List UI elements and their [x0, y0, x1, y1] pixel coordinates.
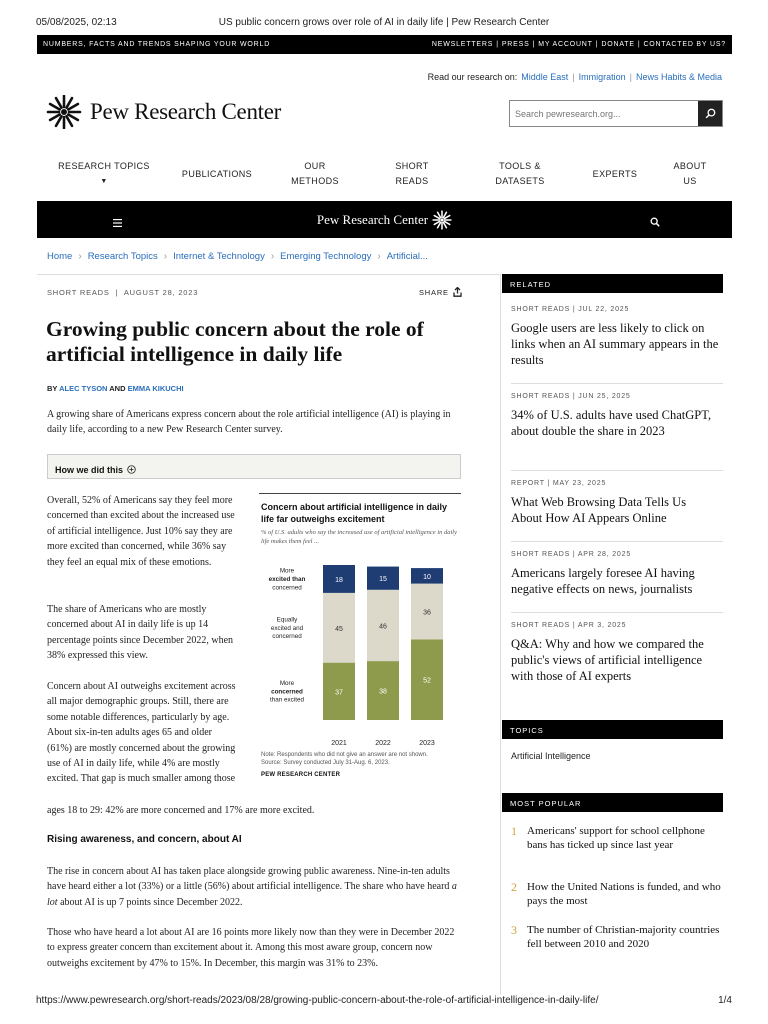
stacked-bar-chart — [259, 560, 461, 752]
site-logo[interactable] — [46, 95, 281, 129]
nav-experts[interactable]: EXPERTS — [592, 169, 638, 179]
related-title[interactable]: 34% of U.S. adults have used ChatGPT, about double the share in 2023 — [511, 408, 712, 438]
series-label: than excited — [270, 696, 304, 704]
plus-circle-icon — [127, 465, 136, 474]
popular-item[interactable] — [511, 923, 721, 951]
author-link-tyson[interactable]: ALEC TYSON — [59, 384, 108, 393]
top-utility-bar — [37, 35, 732, 54]
related-title[interactable]: Google users are less likely to click on links when an AI summary appears in the results — [511, 321, 719, 367]
related-item[interactable] — [511, 306, 719, 368]
related-meta: SHORT READS | APR 3, 2025 — [511, 622, 627, 629]
nav-about-us[interactable]: ABOUT US — [673, 161, 707, 186]
utility-links: NEWSLETTERS | PRESS | MY ACCOUNT | DONATE | CONTACTED BY US? — [431, 41, 726, 48]
divider — [511, 612, 723, 613]
series-label: concerned — [271, 688, 303, 696]
band-brand-text: Pew Research Center — [316, 212, 429, 227]
related-heading: RELATED — [502, 274, 723, 293]
print-date: 05/08/2025, 02:13 — [36, 17, 117, 28]
paragraph-continued: ages 18 to 29: 42% are more concerned and 17% are more excited. — [47, 805, 315, 816]
breadcrumb-emerging-technology[interactable]: Emerging Technology — [280, 251, 372, 262]
read-research-bar: Read our research on: Middle East | Immigration | News Habits & Media — [427, 72, 722, 82]
search-icon — [650, 217, 660, 227]
popular-item[interactable] — [511, 880, 721, 908]
popular-title[interactable]: Americans' support for school cellphone bans has ticked up since last year — [527, 825, 705, 851]
my-account-link[interactable]: MY ACCOUNT — [538, 41, 593, 48]
read-research-label: Read our research on: — [427, 72, 518, 82]
popular-rank: 3 — [511, 923, 517, 937]
breadcrumb-internet-technology[interactable]: Internet & Technology — [173, 251, 265, 262]
related-item[interactable] — [511, 622, 719, 684]
x-tick-label: 2021 — [331, 740, 347, 747]
nav-publications[interactable]: PUBLICATIONS — [181, 169, 253, 179]
x-tick-label: 2022 — [375, 740, 391, 747]
search-button[interactable] — [698, 101, 722, 126]
divider — [37, 274, 500, 275]
search-icon — [705, 108, 716, 119]
author-link-kikuchi[interactable]: EMMA KIKUCHI — [127, 384, 184, 393]
divider — [511, 383, 723, 384]
chevron-right-icon: › — [377, 251, 381, 262]
x-tick-label: 2023 — [419, 740, 435, 747]
nav-tools-datasets[interactable]: TOOLS & DATASETS — [495, 161, 545, 186]
bar-value-label: 46 — [379, 623, 387, 631]
chevron-right-icon: › — [163, 251, 168, 262]
divider — [511, 541, 723, 542]
band-brand[interactable] — [37, 210, 732, 230]
topics-heading: TOPICS — [502, 720, 723, 739]
byline: BY ALEC TYSON AND EMMA KIKUCHI — [47, 384, 184, 393]
breadcrumb-artificial[interactable]: Artificial... — [386, 251, 428, 262]
chart-notes — [261, 752, 461, 767]
contacted-by-us-link[interactable]: CONTACTED BY US? — [643, 41, 726, 48]
print-page-number: 1/4 — [718, 995, 732, 1006]
series-label: concerned — [272, 584, 302, 592]
related-meta: SHORT READS | JUN 25, 2025 — [511, 393, 631, 400]
middle-east-link[interactable]: Middle East — [521, 72, 569, 82]
paragraph: Overall, 52% of Americans say they feel more concerned than excited about the increased use of artificial intelligence. Just 10% say they are more excited than concerned, while 36% say they feel an equal mix of these emotions. — [47, 495, 235, 568]
chart-credit: PEW RESEARCH CENTER — [261, 772, 341, 778]
popular-rank: 2 — [511, 880, 517, 894]
section-heading: Rising awareness, and concern, about AI — [47, 834, 242, 845]
search-form — [509, 100, 723, 127]
paragraph: The share of Americans who are mostly concerned about AI in daily life is up 14 percentage points since December 2022, when 38% expressed this view. — [47, 604, 234, 662]
bar-value-label: 10 — [423, 573, 431, 581]
bar-value-label: 38 — [379, 688, 387, 696]
nav-research-topics[interactable]: RESEARCH TOPICS ▼ — [58, 159, 150, 189]
logo-text: Pew Research Center — [90, 99, 282, 124]
series-label: More — [279, 567, 295, 575]
bar-value-label: 15 — [379, 576, 387, 584]
search-input[interactable] — [510, 101, 699, 126]
band-search-button[interactable] — [650, 214, 660, 232]
related-meta: REPORT | MAY 23, 2025 — [511, 480, 607, 487]
popular-item[interactable] — [511, 824, 721, 852]
press-link[interactable]: PRESS — [501, 41, 530, 48]
chart-title: Concern about artificial intelligence in daily life far outweighs excitement — [261, 502, 448, 524]
bar-value-label: 52 — [423, 677, 431, 685]
breadcrumb-home[interactable]: Home — [47, 251, 73, 262]
caret-down-icon: ▼ — [100, 178, 108, 185]
related-meta: SHORT READS | APR 28, 2025 — [511, 551, 632, 558]
bar-value-label: 37 — [335, 689, 343, 697]
bar-value-label: 45 — [335, 625, 343, 633]
popular-title[interactable]: The number of Christian-majority countries fell between 2010 and 2020 — [527, 924, 720, 950]
breadcrumb-research-topics[interactable]: Research Topics — [87, 251, 158, 262]
series-label: concerned — [272, 633, 302, 641]
intro-paragraph: A growing share of Americans express concern about the role artificial intelligence (AI) is playing in daily life, according to a new Pew Research Center survey. — [47, 409, 451, 436]
pew-sunburst-icon — [46, 95, 82, 129]
series-label: Equally — [276, 616, 298, 624]
article-kind[interactable]: SHORT READS — [47, 288, 110, 297]
paragraph: Those who have heard a lot about AI are 16 points more likely now than they were in December 2022 to express greater concern than excitement about it. Among this most aware group, concern now outweighs excitement by 47% to 15%. In December, this margin was 31% to 23%. — [47, 927, 455, 969]
related-item[interactable] — [511, 551, 719, 597]
bar-value-label: 36 — [423, 609, 431, 617]
series-label: excited and — [270, 624, 304, 632]
topic-link[interactable]: Artificial Intelligence — [511, 751, 591, 761]
paragraph: Concern about AI outweighs excitement across all major demographic groups. Still, there are some notable differences, particularly by age. About six-in-ten adults ages 65 and older (61%) are mostly concerned about the growing use of AI in daily life, while 4% are mostly excited. That gap is much smaller among those — [47, 681, 236, 785]
article-date: AUGUST 28, 2023 — [123, 288, 199, 297]
nav-short-reads[interactable]: SHORT READS — [395, 161, 429, 186]
donate-link[interactable]: DONATE — [601, 41, 635, 48]
related-title[interactable]: What Web Browsing Data Tells Us About How AI Appears Online — [511, 495, 687, 525]
newsletters-link[interactable]: NEWSLETTERS — [431, 41, 494, 48]
related-item[interactable] — [511, 480, 719, 526]
chart-source: Source: Survey conducted July 31-Aug. 6, 2023. — [261, 759, 390, 766]
paragraph: The rise in concern about AI has taken place alongside growing public awareness. Nine-in-ten adults have heard either a lot (33%) or a little (56%) about artificial intelligence. The share who have heard a lot about AI is up 7 points since December 2022. — [47, 866, 457, 908]
page-title: Growing public concern about the role of artificial intelligence in daily life — [46, 317, 424, 366]
series-label: excited than — [268, 575, 306, 583]
breadcrumb — [47, 251, 428, 262]
related-meta: SHORT READS | JUL 22, 2025 — [511, 306, 630, 313]
nav-our-methods[interactable]: OUR METHODS — [291, 161, 339, 186]
print-url: https://www.pewresearch.org/short-reads/2023/08/28/growing-public-concern-about-the-role-of-artificial-intelligence-in-daily-life/ — [36, 995, 599, 1006]
immigration-link[interactable]: Immigration — [578, 72, 626, 82]
tagline: NUMBERS, FACTS AND TRENDS SHAPING YOUR WORLD — [43, 41, 271, 48]
pew-sunburst-icon — [432, 210, 452, 230]
bar-value-label: 18 — [335, 576, 343, 584]
share-label: SHARE — [419, 287, 449, 297]
sticky-header-band — [37, 201, 732, 238]
how-we-did-this-label: How we did this — [55, 464, 124, 475]
chevron-right-icon: › — [270, 251, 275, 262]
print-title: US public concern grows over role of AI in daily life | Pew Research Center — [218, 17, 550, 28]
share-icon — [453, 287, 462, 297]
article-meta: SHORT READS | AUGUST 28, 2023 — [47, 288, 199, 297]
chart-subtitle: % of U.S. adults who say the increased use of artificial intelligence in daily life makes them feel ... — [261, 529, 457, 545]
related-item[interactable] — [511, 393, 719, 439]
most-popular-heading: MOST POPULAR — [502, 793, 723, 812]
share-button[interactable] — [419, 287, 462, 297]
chart-note: Note: Respondents who did not give an answer are not shown. — [261, 752, 428, 758]
related-title[interactable]: Q&A: Why and how we compared the public's views of artificial intelligence with those of AI experts — [511, 637, 704, 683]
news-habits-link[interactable]: News Habits & Media — [635, 72, 722, 82]
related-title[interactable]: Americans largely foresee AI having negative effects on news, journalists — [511, 566, 695, 596]
how-we-did-this-toggle[interactable] — [47, 454, 461, 479]
series-label: More — [279, 679, 295, 687]
chevron-right-icon: › — [78, 251, 82, 262]
column-divider — [500, 274, 501, 994]
popular-title[interactable]: How the United Nations is funded, and who pays the most — [527, 881, 721, 907]
divider — [511, 470, 723, 471]
popular-rank: 1 — [511, 824, 517, 838]
